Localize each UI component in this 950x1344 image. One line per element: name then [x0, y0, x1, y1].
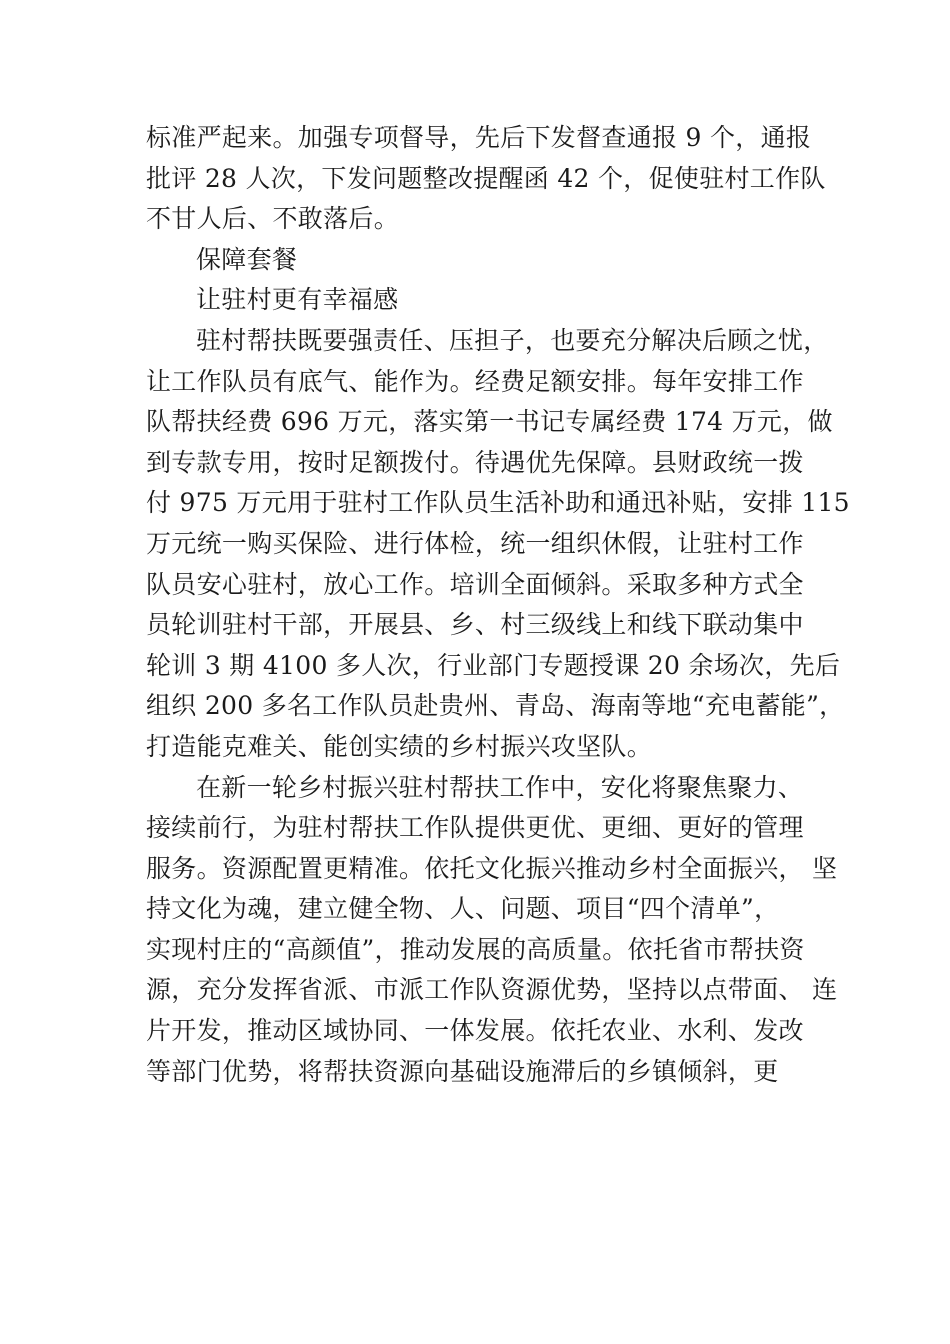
text-line: 不甘人后、不敢落后。 [146, 204, 400, 234]
text-line: 实现村庄的“高颜值”，推动发展的高质量。依托省市帮扶资 [146, 934, 805, 964]
text-line: 源，充分发挥省派、市派工作队资源优势，坚持以点带面、 连 [146, 975, 838, 1005]
text-line: 批评 28 人次，下发问题整改提醒函 42 个，促使驻村工作队 [146, 163, 826, 193]
text-line: 片开发，推动区域协同、一体发展。依托农业、水利、发改 [146, 1016, 804, 1046]
text-line: 组织 200 多名工作队员赴贵州、青岛、海南等地“充电蓄能”， [146, 691, 845, 721]
text-line: 持文化为魂，建立健全物、人、问题、项目“四个清单”， [146, 894, 780, 924]
text-line: 驻村帮扶既要强责任、压担子，也要充分解决后顾之忧， [196, 325, 829, 355]
text-line: 在新一轮乡村振兴驻村帮扶工作中，安化将聚焦聚力、 [196, 772, 804, 802]
section-subheading: 让驻村更有幸福感 [196, 285, 399, 315]
text-line: 服务。资源配置更精准。依托文化振兴推动乡村全面振兴， 坚 [146, 853, 838, 883]
text-line: 队员安心驻村，放心工作。培训全面倾斜。采取多种方式全 [146, 569, 804, 599]
text-line: 到专款专用，按时足额拨付。待遇优先保障。县财政统一拨 [146, 447, 804, 477]
text-line: 让工作队员有底气、能作为。经费足额安排。每年安排工作 [146, 366, 804, 396]
text-line: 付 975 万元用于驻村工作队员生活补助和通迅补贴，安排 115 [146, 488, 850, 518]
section-heading: 保障套餐 [196, 244, 298, 274]
text-line: 接续前行，为驻村帮扶工作队提供更优、更细、更好的管理 [146, 813, 804, 843]
text-line: 轮训 3 期 4100 多人次，行业部门专题授课 20 余场次，先后 [146, 650, 841, 680]
text-line: 队帮扶经费 696 万元，落实第一书记专属经费 174 万元，做 [146, 407, 833, 437]
text-line: 万元统一购买保险、进行体检，统一组织休假，让驻村工作 [146, 528, 804, 558]
text-line: 打造能克难关、能创实绩的乡村振兴攻坚队。 [146, 731, 653, 761]
text-line: 等部门优势，将帮扶资源向基础设施滞后的乡镇倾斜，更 [146, 1056, 779, 1086]
text-line: 标准严起来。加强专项督导，先后下发督查通报 9 个，通报 [146, 123, 812, 152]
body-text [146, 118, 850, 1092]
text-line: 员轮训驻村干部，开展县、乡、村三级线上和线下联动集中 [146, 610, 804, 640]
